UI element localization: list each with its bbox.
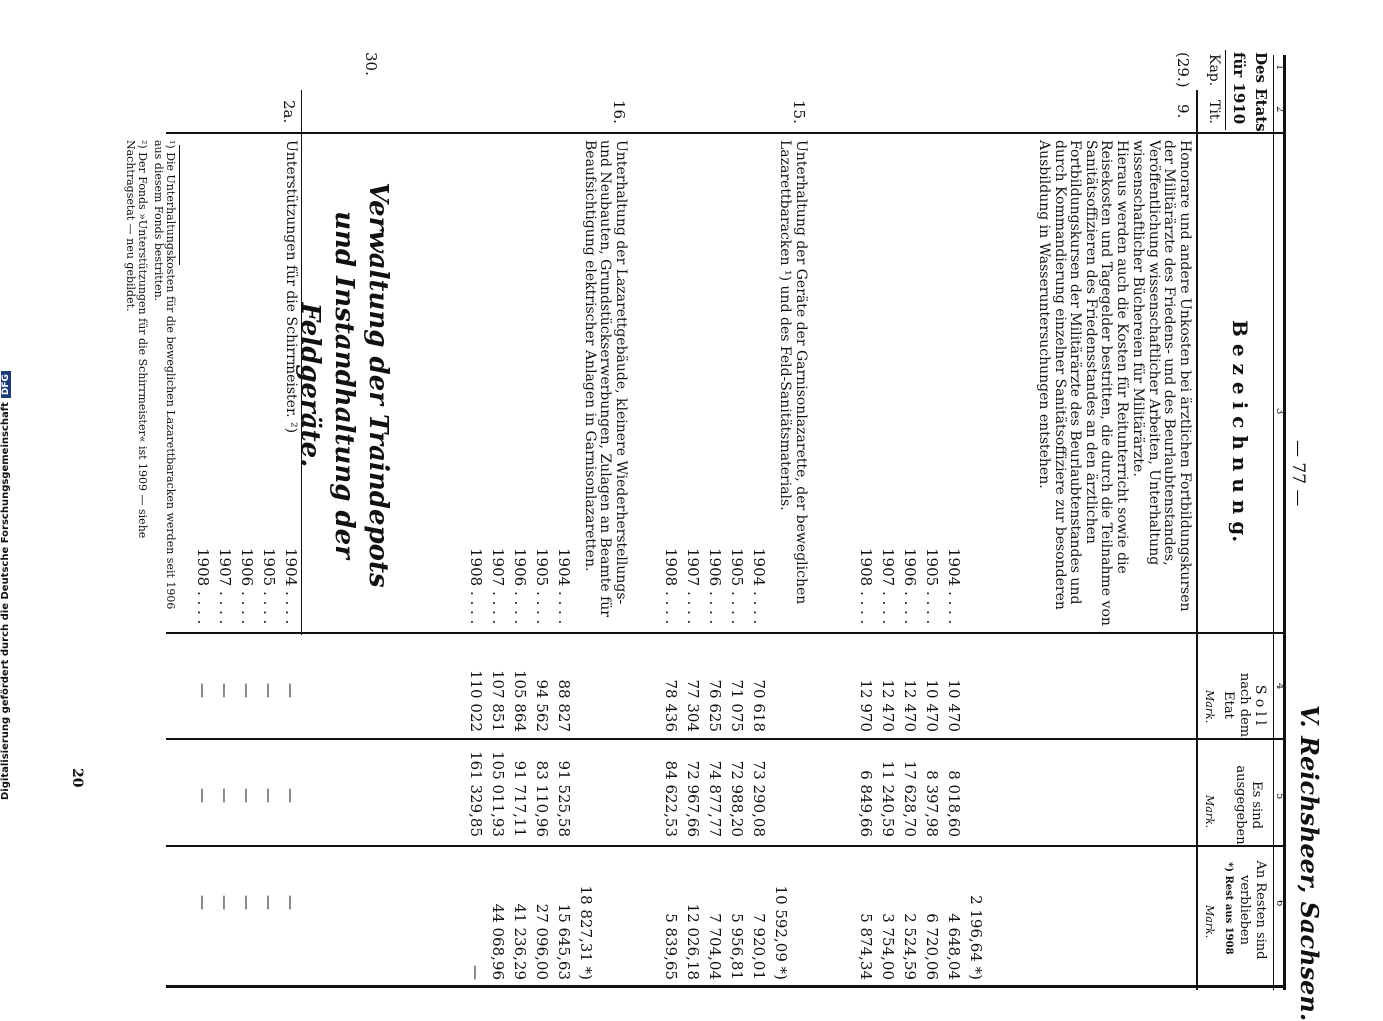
col-num-3: 3 xyxy=(1274,408,1285,415)
row5-year-1906: 1906 . . . . xyxy=(238,548,256,625)
row1-rest-1904: 4 648,04 xyxy=(945,913,963,980)
row3-aus-1907: 105 011,93 xyxy=(489,751,507,837)
row1-year-1908: 1908 . . . . xyxy=(857,548,875,625)
row2-soll-1907: 77 304 xyxy=(684,679,702,732)
digitization-notice: Digitalisierung gefördert durch die Deutsche Forschungsgemeinschaft xyxy=(0,402,11,800)
row5-soll-1905: — xyxy=(260,683,278,698)
row2-aus-1904: 73 290,08 xyxy=(750,760,768,837)
row3-soll-1907: 107 851 xyxy=(489,669,507,732)
header-an-resten: An Resten sind verblieben xyxy=(1237,860,1268,960)
row3-tit: 16. xyxy=(610,100,628,124)
unit-ausgegeben: Mark. xyxy=(1203,795,1216,829)
row2-aus-1907: 72 967,66 xyxy=(684,760,702,837)
row1-aus-1907: 11 240,59 xyxy=(879,760,897,837)
row3-aus-1904: 91 525,58 xyxy=(555,760,573,837)
row3-year-1908: 1908 . . . . xyxy=(467,548,485,625)
row2-year-1904: 1904 . . . . xyxy=(750,548,768,625)
row2-rest-1905: 5 956,81 xyxy=(728,913,746,980)
row1-tit: 9. xyxy=(1174,104,1192,119)
row3-year-1906: 1906 . . . . xyxy=(511,548,529,625)
footnote-1: ¹) Die Unterhaltungskosten für die beweglichen Lazarettbaracken werden seit 1906 aus diesem Fonds bestritten. xyxy=(152,140,177,610)
row3-text: Unterhaltung der Lazarettgebäude, kleinere Wiederherstellungs- und Neubauten, Grundstückserwerbungen, Zulagen an Beamte für Beaufsichtigung elektrischer Anlagen in Garnisonlazaretten. xyxy=(582,140,629,617)
footnote-2: ²) Der Fonds »Unterstützungen für die Schirrmeister« ist 1909 — siehe Nachtragsetat — neu gebildet. xyxy=(124,140,149,539)
row1-text2: Hieraus werden auch die Kosten für Reitunterricht sowie die Reisekosten und Tagegelder bestritten, die durch die Teilnahme von Sanitätsoffizieren des Friedensstandes an den ärztlichen Fortbildungskursen der Militärärzte des Beurlaubtenstandes und durch Kommandierung einzelner Sanitätsoffiziere zur besonderen Ausbildung in Wasseruntersuchungen entstehen. xyxy=(1036,140,1130,626)
row5-year-1908: 1908 . . . . xyxy=(194,548,212,625)
row1-kap: (29.) xyxy=(1174,52,1192,88)
row1-rest-1907: 3 754,00 xyxy=(879,913,897,980)
row2-aus-1905: 72 988,20 xyxy=(728,760,746,837)
header-fuer-1910: für 1910 xyxy=(1230,52,1248,125)
row3-year-1904: 1904 . . . . xyxy=(555,548,573,625)
row1-year-1905: 1905 . . . . xyxy=(923,548,941,625)
row3-soll-1908: 110 022 xyxy=(467,669,485,732)
row5-year-1904: 1904 . . . . xyxy=(282,548,300,625)
row2-soll-1906: 76 625 xyxy=(706,679,724,732)
row1-year-1907: 1907 . . . . xyxy=(879,548,897,625)
row5-text: Unterstützungen für die Schirrmeister. ²) xyxy=(283,140,299,434)
col-num-6: 6 xyxy=(1274,900,1285,907)
row3-rest-1907: 44 068,96 xyxy=(489,903,507,980)
dfg-logo: DFG xyxy=(1,371,11,398)
header-rest-note: *) Rest aus 1908 xyxy=(1223,862,1234,955)
col-num-1: 1 xyxy=(1274,64,1285,71)
row1-aus-1906: 17 628,70 xyxy=(901,760,919,837)
row2-aus-1908: 84 622,53 xyxy=(662,760,680,837)
row3-soll-1905: 94 562 xyxy=(533,679,551,732)
row5-soll-1907: — xyxy=(216,683,234,698)
row5-soll-1908: — xyxy=(194,683,212,698)
header-ausgegeben: Es sind ausgegeben xyxy=(1233,765,1264,845)
row3-year-1907: 1907 . . . . xyxy=(489,548,507,625)
row3-rest-1904: 15 645,63 xyxy=(555,903,573,980)
row5-soll-1906: — xyxy=(238,683,256,698)
row5-tit: 2a. xyxy=(280,100,298,124)
digitization-strip xyxy=(0,0,14,1000)
section-title: Verwaltung der Traindepots und Instandhaltung der Feldgeräte. xyxy=(295,182,393,588)
row5-rest-1908: — xyxy=(194,895,212,910)
row2-rest-1908: 5 839,65 xyxy=(662,913,680,980)
row3-rest-1906: 41 236,29 xyxy=(511,903,529,980)
row5-rest-1906: — xyxy=(238,895,256,910)
row1-soll-1905: 10 470 xyxy=(923,679,941,732)
row2-rest-1904: 7 920,01 xyxy=(750,913,768,980)
row1-aus-1908: 6 849,66 xyxy=(857,770,875,837)
row2-rest-carry: 10 592,09 *) xyxy=(772,885,790,980)
row1-aus-1905: 8 397,98 xyxy=(923,770,941,837)
row3-rest-1908: — xyxy=(467,965,485,980)
row5-aus-1907: — xyxy=(216,788,234,803)
col-num-4: 4 xyxy=(1274,683,1285,690)
section-header: V. Reichsheer, Sachsen. xyxy=(1295,705,1324,1021)
row5-rest-1905: — xyxy=(260,895,278,910)
row2-text: Unterhaltung der Geräte der Garnisonlazarette, der beweglichen Lazarettbaracken ¹) und des Feld-Sanitätsmaterials. xyxy=(777,140,809,605)
row5-rest-1907: — xyxy=(216,895,234,910)
row2-aus-1906: 74 877,77 xyxy=(706,760,724,837)
row1-rest-carry: 2 196,64 *) xyxy=(967,895,985,980)
row1-rest-1906: 2 524,59 xyxy=(901,913,919,980)
header-kap: Kap. xyxy=(1206,54,1222,87)
row1-year-1904: 1904 . . . . xyxy=(945,548,963,625)
row5-aus-1904: — xyxy=(282,788,300,803)
row4-kap: 30. xyxy=(362,52,380,76)
header-nach-dem-etat: nach dem Etat xyxy=(1221,672,1252,738)
row1-soll-1907: 12 470 xyxy=(879,679,897,732)
row1-soll-1904: 10 470 xyxy=(945,679,963,732)
header-soll: S o l l xyxy=(1252,684,1268,726)
row5-aus-1905: — xyxy=(260,788,278,803)
row1-rest-1908: 5 874,34 xyxy=(857,913,875,980)
row1-rest-1905: 6 720,06 xyxy=(923,913,941,980)
row1-aus-1904: 8 018,60 xyxy=(945,770,963,837)
row1-soll-1908: 12 970 xyxy=(857,679,875,732)
row3-aus-1905: 83 110,96 xyxy=(533,760,551,837)
row5-rest-1904: — xyxy=(282,895,300,910)
row3-soll-1906: 105 864 xyxy=(511,669,529,732)
row3-year-1905: 1905 . . . . xyxy=(533,548,551,625)
row3-aus-1908: 161 329,85 xyxy=(467,751,485,837)
row2-tit: 15. xyxy=(790,100,808,124)
rotated-table-page xyxy=(68,0,1330,1021)
row1-soll-1906: 12 470 xyxy=(901,679,919,732)
row3-rest-carry: 18 827,31 *) xyxy=(577,885,595,980)
row2-rest-1906: 7 704,04 xyxy=(706,913,724,980)
row1-text: Honorare und andere Unkosten bei ärztlichen Fortbildungskursen der Militärärzte des Friedens- und des Beurlaubtenstandes, Veröffentlichung wissenschaftlicher Arbeiten, Unterhaltung wissenschaftlicher Büchereien für Militärärzte. xyxy=(1130,140,1193,612)
header-bezeichnung: B e z e i c h n u n g. xyxy=(1228,320,1252,543)
row5-year-1907: 1907 . . . . xyxy=(216,548,234,625)
col-num-5: 5 xyxy=(1274,793,1285,800)
header-des-etats: Des Etats xyxy=(1252,52,1270,132)
row5-year-1905: 1905 . . . . xyxy=(260,548,278,625)
row2-year-1907: 1907 . . . . xyxy=(684,548,702,625)
bottom-page-mark: 20 xyxy=(69,768,85,788)
row1-year-1906: 1906 . . . . xyxy=(901,548,919,625)
header-tit: Tit. xyxy=(1206,100,1222,124)
page-number: — 77 — xyxy=(1288,440,1308,507)
row5-aus-1908: — xyxy=(194,788,212,803)
row5-soll-1904: — xyxy=(282,683,300,698)
row5-aus-1906: — xyxy=(238,788,256,803)
row2-year-1905: 1905 . . . . xyxy=(728,548,746,625)
row2-soll-1905: 71 075 xyxy=(728,679,746,732)
col-num-2: 2 xyxy=(1274,106,1285,113)
row2-soll-1904: 70 618 xyxy=(750,679,768,732)
row2-year-1908: 1908 . . . . xyxy=(662,548,680,625)
row3-soll-1904: 88 827 xyxy=(555,679,573,732)
row3-rest-1905: 27 096,00 xyxy=(533,903,551,980)
row2-rest-1907: 12 026,18 xyxy=(684,903,702,980)
unit-reste: Mark. xyxy=(1203,905,1216,939)
unit-soll: Mark. xyxy=(1203,690,1216,724)
row2-year-1906: 1906 . . . . xyxy=(706,548,724,625)
row2-soll-1908: 78 436 xyxy=(662,679,680,732)
row3-aus-1906: 91 717,11 xyxy=(511,760,529,837)
